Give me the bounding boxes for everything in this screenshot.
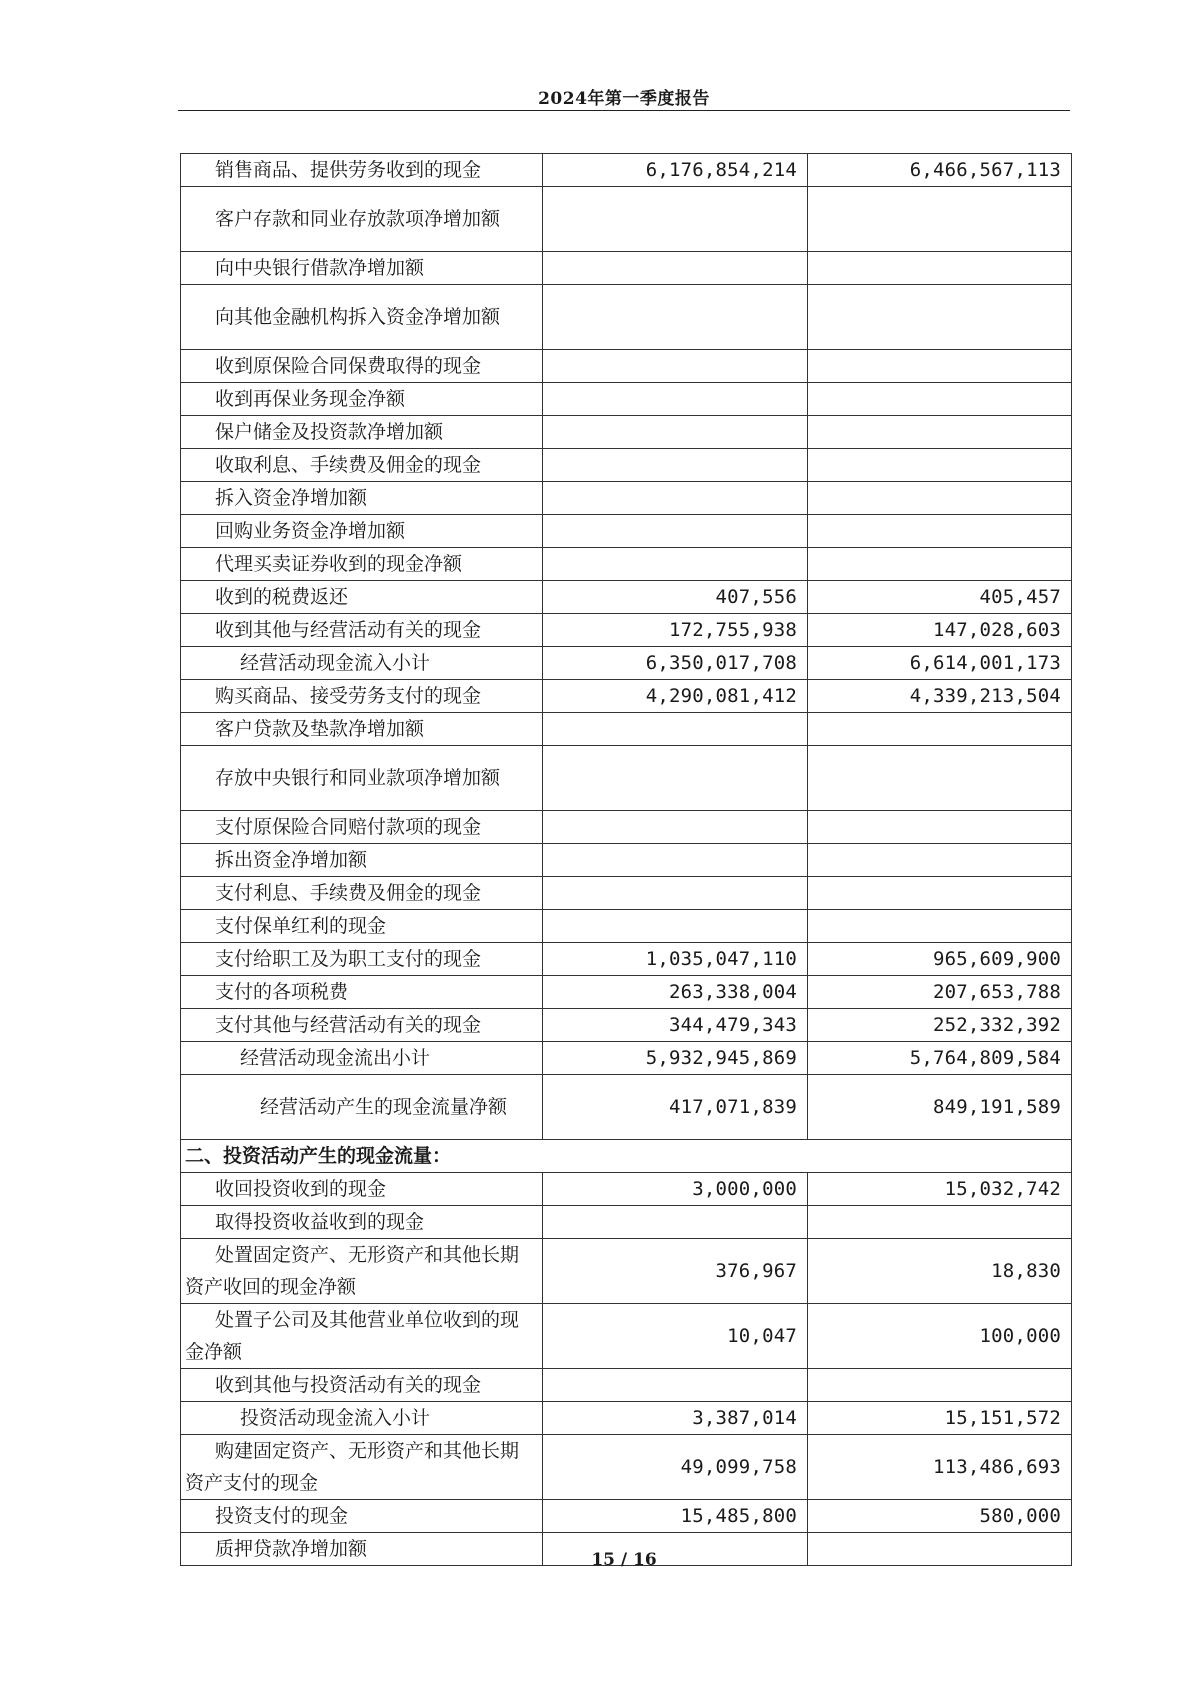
table-row: [181, 1500, 1072, 1533]
row-label: 取得投资收益收到的现金: [181, 1206, 543, 1239]
prior-period-value: 15,032,742: [808, 1173, 1072, 1206]
row-label: 收到其他与经营活动有关的现金: [181, 614, 543, 647]
row-label: 收到的税费返还: [181, 581, 543, 614]
prior-period-value: [808, 350, 1072, 383]
prior-period-value: 405,457: [808, 581, 1072, 614]
table-row: [181, 976, 1072, 1009]
prior-period-value: 18,830: [808, 1239, 1072, 1304]
table-row: [181, 1173, 1072, 1206]
current-period-value: [543, 1206, 808, 1239]
current-period-value: 417,071,839: [543, 1075, 808, 1140]
current-period-value: [543, 383, 808, 416]
prior-period-value: [808, 910, 1072, 943]
row-label: 处置固定资产、无形资产和其他长期资产收回的现金净额: [181, 1239, 543, 1304]
table-row: [181, 1140, 1072, 1173]
prior-period-value: [808, 449, 1072, 482]
current-period-value: 3,000,000: [543, 1173, 808, 1206]
row-label: 代理买卖证券收到的现金净额: [181, 548, 543, 581]
table-row: [181, 1435, 1072, 1500]
prior-period-value: [808, 1206, 1072, 1239]
current-period-value: 172,755,938: [543, 614, 808, 647]
current-period-value: [543, 416, 808, 449]
table-row: [181, 647, 1072, 680]
current-period-value: 3,387,014: [543, 1402, 808, 1435]
current-period-value: [543, 449, 808, 482]
row-label: 收到再保业务现金净额: [181, 383, 543, 416]
prior-period-value: 15,151,572: [808, 1402, 1072, 1435]
table-row: [181, 285, 1072, 350]
current-period-value: [543, 482, 808, 515]
prior-period-value: [808, 548, 1072, 581]
table-row: [181, 811, 1072, 844]
page-number: 15 / 16: [591, 1550, 657, 1570]
table-row: [181, 1042, 1072, 1075]
current-period-value: [543, 713, 808, 746]
prior-period-value: 6,614,001,173: [808, 647, 1072, 680]
table-row: [181, 1009, 1072, 1042]
row-label: 处置子公司及其他营业单位收到的现金净额: [181, 1304, 543, 1369]
table-row: [181, 252, 1072, 285]
prior-period-value: [808, 252, 1072, 285]
row-label: 客户贷款及垫款净增加额: [181, 713, 543, 746]
prior-period-value: [808, 416, 1072, 449]
cash-flow-table: [180, 153, 1072, 1566]
prior-period-value: 849,191,589: [808, 1075, 1072, 1140]
table-row: [181, 614, 1072, 647]
table-row: [181, 910, 1072, 943]
prior-period-value: [808, 877, 1072, 910]
current-period-value: 49,099,758: [543, 1435, 808, 1500]
table-row: [181, 1402, 1072, 1435]
prior-period-value: 4,339,213,504: [808, 680, 1072, 713]
row-label: 保户储金及投资款净增加额: [181, 416, 543, 449]
table-row: [181, 416, 1072, 449]
current-period-value: [543, 877, 808, 910]
current-period-value: 4,290,081,412: [543, 680, 808, 713]
row-label: 支付的各项税费: [181, 976, 543, 1009]
table-row: [181, 1075, 1072, 1140]
current-period-value: 344,479,343: [543, 1009, 808, 1042]
current-period-value: [543, 548, 808, 581]
row-label: 支付给职工及为职工支付的现金: [181, 943, 543, 976]
report-header-title: 2024年第一季度报告: [538, 89, 710, 109]
current-period-value: 263,338,004: [543, 976, 808, 1009]
row-label: 收取利息、手续费及佣金的现金: [181, 449, 543, 482]
row-label: 支付保单红利的现金: [181, 910, 543, 943]
prior-period-value: [808, 383, 1072, 416]
row-label: 拆出资金净增加额: [181, 844, 543, 877]
prior-period-value: [808, 713, 1072, 746]
row-label: 收到原保险合同保费取得的现金: [181, 350, 543, 383]
row-label: 购建固定资产、无形资产和其他长期资产支付的现金: [181, 1435, 543, 1500]
current-period-value: [543, 350, 808, 383]
prior-period-value: [808, 285, 1072, 350]
table-row: [181, 943, 1072, 976]
current-period-value: 407,556: [543, 581, 808, 614]
prior-period-value: 580,000: [808, 1500, 1072, 1533]
table-row: [181, 1304, 1072, 1369]
current-period-value: [543, 1369, 808, 1402]
prior-period-value: 965,609,900: [808, 943, 1072, 976]
current-period-value: [543, 844, 808, 877]
current-period-value: 6,176,854,214: [543, 154, 808, 187]
current-period-value: 1,035,047,110: [543, 943, 808, 976]
row-label: 购买商品、接受劳务支付的现金: [181, 680, 543, 713]
cash-flow-table-body: [181, 154, 1072, 1566]
current-period-value: [543, 285, 808, 350]
table-row: [181, 548, 1072, 581]
row-label: 向其他金融机构拆入资金净增加额: [181, 285, 543, 350]
row-label: 经营活动产生的现金流量净额: [181, 1075, 543, 1140]
row-label: 经营活动现金流入小计: [181, 647, 543, 680]
prior-period-value: [808, 746, 1072, 811]
table-row: [181, 515, 1072, 548]
table-row: [181, 383, 1072, 416]
table-row: [181, 1206, 1072, 1239]
current-period-value: 15,485,800: [543, 1500, 808, 1533]
current-period-value: [543, 746, 808, 811]
prior-period-value: 147,028,603: [808, 614, 1072, 647]
row-label: 向中央银行借款净增加额: [181, 252, 543, 285]
current-period-value: 5,932,945,869: [543, 1042, 808, 1075]
prior-period-value: 252,332,392: [808, 1009, 1072, 1042]
prior-period-value: 100,000: [808, 1304, 1072, 1369]
table-row: [181, 877, 1072, 910]
table-row: [181, 844, 1072, 877]
prior-period-value: [808, 187, 1072, 252]
table-row: [181, 680, 1072, 713]
row-label: 支付原保险合同赔付款项的现金: [181, 811, 543, 844]
current-period-value: [543, 910, 808, 943]
prior-period-value: [808, 844, 1072, 877]
row-label: 收回投资收到的现金: [181, 1173, 543, 1206]
prior-period-value: 207,653,788: [808, 976, 1072, 1009]
current-period-value: 6,350,017,708: [543, 647, 808, 680]
current-period-value: [543, 515, 808, 548]
header-divider: [178, 110, 1070, 111]
row-label: 经营活动现金流出小计: [181, 1042, 543, 1075]
table-row: [181, 1369, 1072, 1402]
prior-period-value: [808, 811, 1072, 844]
section-heading: 二、投资活动产生的现金流量：: [181, 1140, 1072, 1173]
row-label: 拆入资金净增加额: [181, 482, 543, 515]
table-row: [181, 713, 1072, 746]
current-period-value: [543, 187, 808, 252]
table-row: [181, 154, 1072, 187]
current-period-value: 376,967: [543, 1239, 808, 1304]
prior-period-value: 6,466,567,113: [808, 154, 1072, 187]
table-row: [181, 581, 1072, 614]
table-row: [181, 1239, 1072, 1304]
table-row: [181, 350, 1072, 383]
row-label: 存放中央银行和同业款项净增加额: [181, 746, 543, 811]
table-row: [181, 746, 1072, 811]
row-label: 销售商品、提供劳务收到的现金: [181, 154, 543, 187]
prior-period-value: [808, 515, 1072, 548]
table-row: [181, 449, 1072, 482]
row-label: 投资支付的现金: [181, 1500, 543, 1533]
prior-period-value: [808, 482, 1072, 515]
table-row: [181, 187, 1072, 252]
current-period-value: [543, 811, 808, 844]
row-label: 投资活动现金流入小计: [181, 1402, 543, 1435]
row-label: 质押贷款净增加额: [181, 1533, 543, 1566]
prior-period-value: [808, 1369, 1072, 1402]
current-period-value: [543, 252, 808, 285]
prior-period-value: 113,486,693: [808, 1435, 1072, 1500]
table-row: [181, 482, 1072, 515]
prior-period-value: 5,764,809,584: [808, 1042, 1072, 1075]
row-label: 客户存款和同业存放款项净增加额: [181, 187, 543, 252]
row-label: 收到其他与投资活动有关的现金: [181, 1369, 543, 1402]
row-label: 支付其他与经营活动有关的现金: [181, 1009, 543, 1042]
row-label: 回购业务资金净增加额: [181, 515, 543, 548]
row-label: 支付利息、手续费及佣金的现金: [181, 877, 543, 910]
current-period-value: 10,047: [543, 1304, 808, 1369]
